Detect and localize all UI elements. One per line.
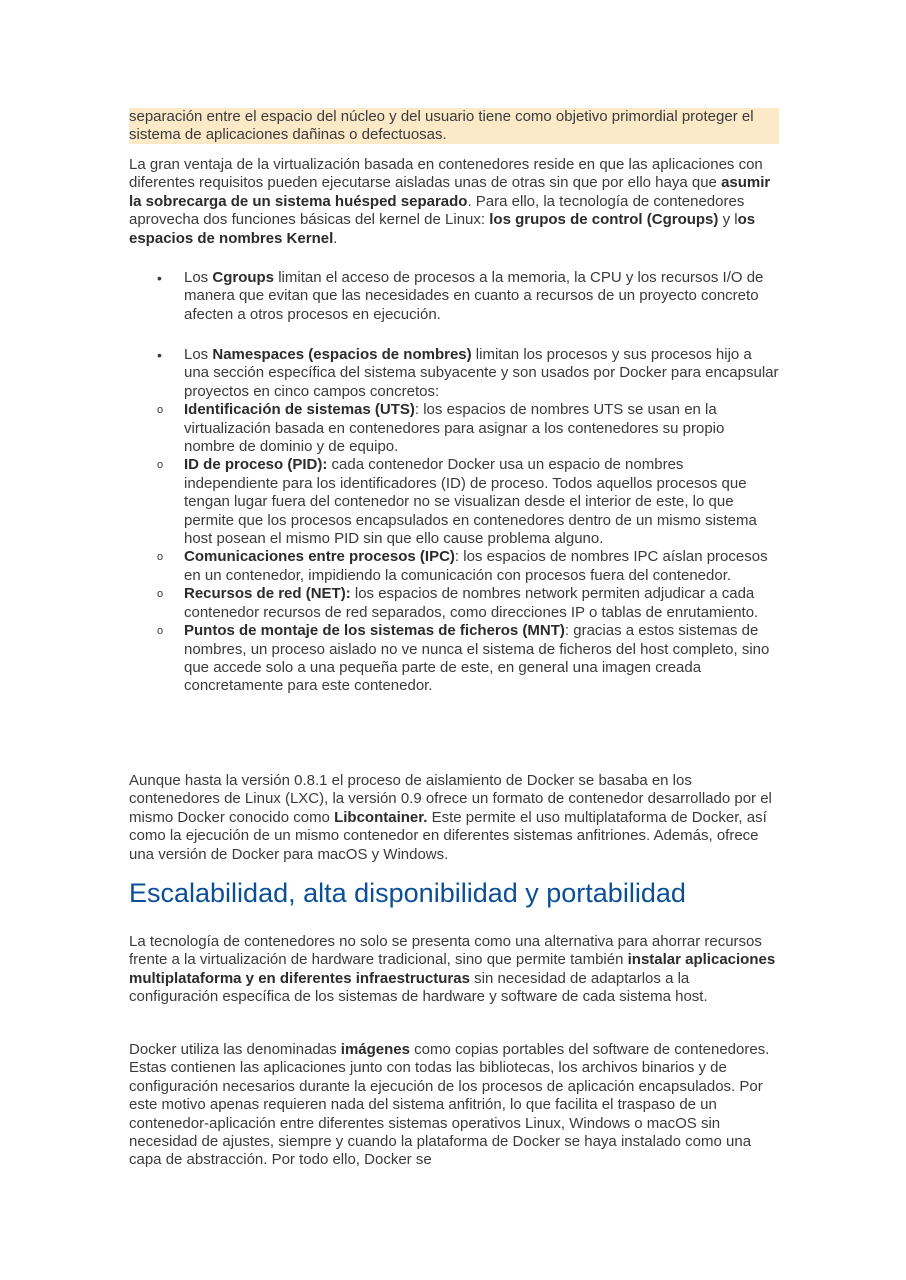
list-item-mnt: o Puntos de montaje de los sistemas de ficheros (MNT): gracias a estos sistemas de nombres, un proceso aislado no ve nunca el sistema de ficheros del host completo, sino que accede solo a una pequeña parte de este, en general una imagen creada concretamente para este contenedor.: [157, 622, 770, 695]
section-heading: Escalabilidad, alta disponibilidad y portabilidad: [129, 878, 686, 908]
namespaces-list: [129, 346, 779, 696]
bullet-marker: •: [157, 270, 162, 286]
intro-paragraph: La gran ventaja de la virtualización basada en contenedores reside en que las aplicaciones con diferentes requisitos pueden ejecutarse aisladas unas de otras sin que por ello haya que asumir la sobrecarga de un sistema huésped separado. Para ello, la tecnología de contenedores aprovecha dos funciones básicas del kernel de Linux: los grupos de control (Cgroups) y los espacios de nombres Kernel.: [129, 156, 771, 247]
sub-bullet-marker: o: [157, 459, 164, 472]
highlighted-passage: separación entre el espacio del núcleo y del usuario tiene como objetivo primordial proteger el sistema de aplicaciones dañinas o defectuosas.: [129, 108, 779, 144]
list-item-net: o Recursos de red (NET): los espacios de nombres network permiten adjudicar a cada contenedor recursos de red separados, como direcciones IP o tablas de enrutamiento.: [157, 585, 759, 621]
list-item-namespaces: • Los Namespaces (espacios de nombres) limitan los procesos y sus procesos hijo a una sección específica del sistema subyacente y son usados por Docker para encapsular proyectos en cinco campos concretos: o Identificación de sistemas (UTS): los espacios de nombres UTS se usan en la virtualización basada en contenedores para asignar a los contenedores su propio nombre de dominio y de equipo. o ID de proceso (PID): cada contenedor Docker usa un espacio de nombres independiente para los identificadores (ID) de proceso. Todos aquellos procesos que tengan lugar fuera del contenedor no se visualizan desde el interior de este, lo que permite que los procesos encapsulados en contenedores dentro de un mismo sistema host posean el mismo PID sin que ello cause problema alguno. o Comunicaciones entre procesos (IPC): los espacios de nombres IPC aíslan procesos en un contenedor, impidiendo la comunicación con procesos fuera del contenedor. o Recursos de red (NET): los espacios de nombres network permiten adjudicar a cada contenedor recursos de red separados, como direcciones IP o tablas de enrutamiento. o Puntos de montaje de los sistemas de ficheros (MNT): gracias a estos sistemas de nombres, un proceso aislado no ve nunca el sistema de ficheros del host completo, sino que accede solo a una pequeña parte de este, en general una imagen creada concretamente para este contenedor.: [129, 346, 779, 696]
namespace-types-list: [129, 401, 779, 696]
bullet-marker: •: [157, 347, 162, 363]
sub-bullet-marker: o: [157, 404, 164, 417]
sub-bullet-marker: o: [157, 625, 164, 638]
list-item-uts: o Identificación de sistemas (UTS): los espacios de nombres UTS se usan en la virtualización basada en contenedores para asignar a los contenedores su propio nombre de dominio y de equipo.: [157, 401, 725, 456]
libcontainer-paragraph: Aunque hasta la versión 0.8.1 el proceso de aislamiento de Docker se basaba en los contenedores de Linux (LXC), la versión 0.9 ofrece un formato de contenedor desarrollado por el mismo Docker conocido como Libcontainer. Este permite el uso multiplataforma de Docker, así como la ejecución de un mismo contenedor en diferentes sistemas anfitriones. Además, ofrece una versión de Docker para macOS y Windows.: [129, 772, 772, 863]
list-item-pid: o ID de proceso (PID): cada contenedor Docker usa un espacio de nombres independiente para los identificadores (ID) de proceso. Todos aquellos procesos que tengan lugar fuera del contenedor no se visualizan desde el interior de este, lo que permite que los procesos encapsulados en contenedores dentro de un mismo sistema host posean el mismo PID sin que ello cause problema alguno.: [157, 456, 757, 548]
portability-paragraph: La tecnología de contenedores no solo se presenta como una alternativa para ahorrar recursos frente a la virtualización de hardware tradicional, sino que permite también instalar aplicaciones multiplataforma y en diferentes infraestructuras sin necesidad de adaptarlos a la configuración específica de los sistemas de hardware y software de cada sistema host.: [129, 933, 776, 1006]
list-item-ipc: o Comunicaciones entre procesos (IPC): los espacios de nombres IPC aíslan procesos en un contenedor, impidiendo la comunicación con procesos fuera del contenedor.: [157, 548, 768, 584]
list-item-cgroups: • Los Cgroups limitan el acceso de procesos a la memoria, la CPU y los recursos I/O de manera que evitan que las necesidades en cuanto a recursos de un proyecto concreto afecten a otros procesos en ejecución.: [157, 269, 764, 323]
sub-bullet-marker: o: [157, 588, 164, 601]
images-paragraph: Docker utiliza las denominadas imágenes como copias portables del software de contenedores. Estas contienen las aplicaciones junto con todas las bibliotecas, los archivos binarios y de configuración necesarios durante la ejecución de los procesos de aplicación encapsulados. Por este motivo apenas requieren nada del sistema anfitrión, lo que facilita el traspaso de un contenedor-aplicación entre diferentes sistemas operativos Linux, Windows o macOS sin necesidad de ajustes, siempre y cuando la plataforma de Docker se haya instalado como una capa de abstracción. Por todo ello, Docker se: [129, 1041, 770, 1169]
sub-bullet-marker: o: [157, 551, 164, 564]
kernel-features-list: [129, 269, 779, 324]
